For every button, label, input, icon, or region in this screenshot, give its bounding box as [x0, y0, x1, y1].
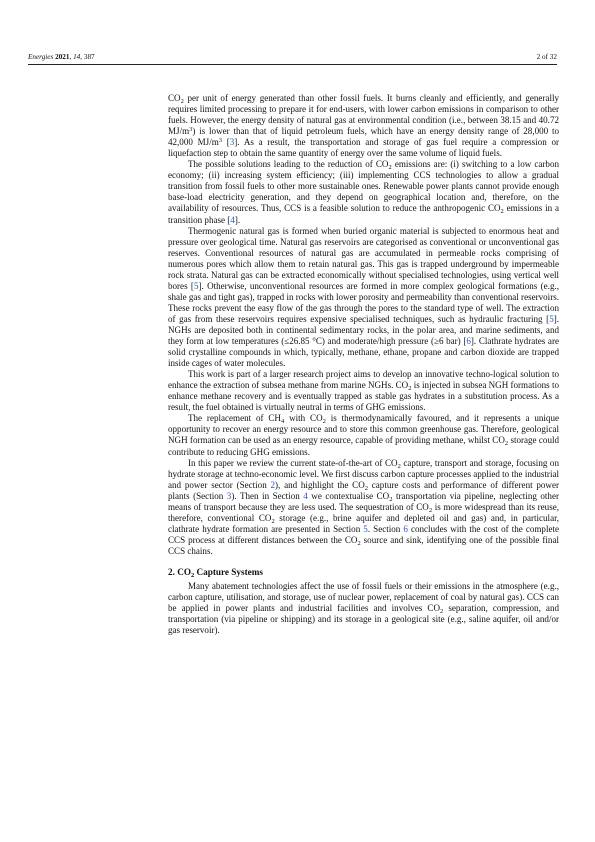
journal-volume: 14: [73, 53, 81, 61]
intro-paragraphs: [168, 93, 559, 557]
cross-reference-link[interactable]: 4: [230, 214, 235, 225]
section-number: 2.: [168, 566, 175, 577]
section-heading: [168, 567, 559, 578]
journal-citation: Energies 2021, 14, 387: [28, 53, 95, 61]
cross-reference-link[interactable]: 6: [466, 336, 471, 347]
cross-reference-link[interactable]: 6: [403, 523, 408, 534]
paragraph: The replacement of $CH_4$ with $CO_2$ is thermodynamically favoured, and it represents a unique opportunity to recover an energy resource and to store this common greenhouse gas. Therefore, geological NGH formation can be used as an energy resource, capable of providing methane, whilst $CO_2$ storage could contribute to reducing GHG emissions.: [168, 413, 559, 457]
cross-reference-link[interactable]: 3: [229, 137, 235, 148]
cross-reference-link[interactable]: 2: [270, 479, 276, 490]
journal-name: Energies: [28, 53, 54, 61]
cross-reference-link[interactable]: 5: [549, 313, 554, 324]
paragraph: Many abatement technologies affect the use of fossil fuels or their emissions in the atmosphere (e.g., carbon capture, utilisation, and storage, use of nuclear power, replacement of coal by natural gas). CCS can be applied in power plants and industrial facilities and involves $CO_2$ separation, compression, and transportation (via pipeline or shipping) and its storage in a geological site (e.g., saline aquifer, oil and/or gas reservoir).: [168, 581, 559, 636]
cross-reference-link[interactable]: 3: [226, 490, 232, 501]
cross-reference-link[interactable]: 5: [193, 280, 199, 291]
cross-reference-link[interactable]: 5: [363, 523, 368, 534]
cross-reference-link[interactable]: 4: [303, 490, 308, 501]
journal-year: 2021: [55, 53, 70, 61]
header-rule: [28, 64, 557, 65]
paragraph: The possible solutions leading to the reduction of $CO_2$ emissions are: (i) switching to a low carbon economy; (ii) increasing system efficiency; (iii) implementing CCS technologies to allow a gradual transition from fossil fuels to other more sustainable ones. Renewable power plants cannot provide enough base-load electricity generation, and they depend on geographical location and, therefore, on the availability of resources. Thus, CCS is a feasible solution to reduce the anthropogenic $CO_2$ emissions in a transition phase [4].: [168, 159, 559, 225]
paragraph: Thermogenic natural gas is formed when buried organic material is subjected to enormous heat and pressure over geological time. Natural gas reservoirs are categorised as conventional or unconventional gas reserves. Conventional resources of natural gas are accumulated in permeable rocks comprising of numerous pores which allow them to retain natural gas. This gas is trapped underground by impermeable rock strata. Natural gas can be extracted economically without specialised technologies, using vertical well bores [5]. Otherwise, unconventional resources are formed in more complex geological formations (e.g., shale gas and tight gas), trapped in rocks with lower porosity and permeability than conventional reservoirs. These rocks prevent the easy flow of the gas through the pores to the standard type of well. The extraction of gas from these reservoirs requires expensive specialised techniques, such as hydraulic fracturing [5]. NGHs are deposited both in continental sedimentary rocks, in the polar area, and marine sediments, and they form at low temperatures (≤26.85 °C) and moderate/high pressure (≥6 bar) [6]. Clathrate hydrates are solid crystalline compounds in which, typically, methane, ethane, propane and carbon dioxide are trapped inside cages of water molecules.: [168, 225, 559, 369]
paragraph: $CO_2$ per unit of energy generated than other fossil fuels. It burns cleanly and efficiently, and generally requires limited processing to prepare it for end-users, with lower carbon emissions in comparison to other fuels. However, the energy density of natural gas at environmental condition (i.e., between 38.15 and 40.72 $MJ/m^3$) is lower than that of liquid petroleum fuels, which have an energy density range of 28,000 to 42,000 $MJ/m^3$ [3]. As a result, the transportation and storage of gas fuel require a compression or liquefaction step to obtain the same quantity of energy over the same volume of liquid fuels.: [168, 93, 559, 159]
paragraph: This work is part of a larger research project aims to develop an innovative techno-logical solution to enhance the extraction of subsea methane from marine NGHs. $CO_2$ is injected in subsea NGH formations to enhance methane recovery and is eventually trapped as stable gas hydrates in a substitution process. As a result, the fuel obtained is virtually neutral in terms of GHG emissions.: [168, 369, 559, 413]
body-text: [168, 93, 559, 636]
section-title: $CO_2$ Capture Systems: [177, 566, 263, 579]
article-number: 387: [83, 53, 95, 61]
paragraph: In this paper we review the current state-of-the-art of $CO_2$ capture, transport and storage, focusing on hydrate storage at techno-economic level. We first discuss carbon capture processes applied to the industrial and power sector (Section 2), and highlight the $CO_2$ capture costs and performance of different power plants (Section 3). Then in Section 4 we contextualise $CO_2$ transportation via pipeline, neglecting other means of transport because they are less used. The sequestration of $CO_2$ is more widespread than its reuse, therefore, conventional $CO_2$ storage (e.g., brine aquifer and depleted oil and gas) and, in particular, clathrate hydrate formation are presented in Section 5. Section 6 concludes with the cost of the complete CCS process at different distances between the $CO_2$ source and sink, identifying one of the possible final CCS chains.: [168, 457, 560, 556]
section-paragraphs: [168, 581, 559, 636]
page-number: 2 of 32: [536, 53, 557, 61]
